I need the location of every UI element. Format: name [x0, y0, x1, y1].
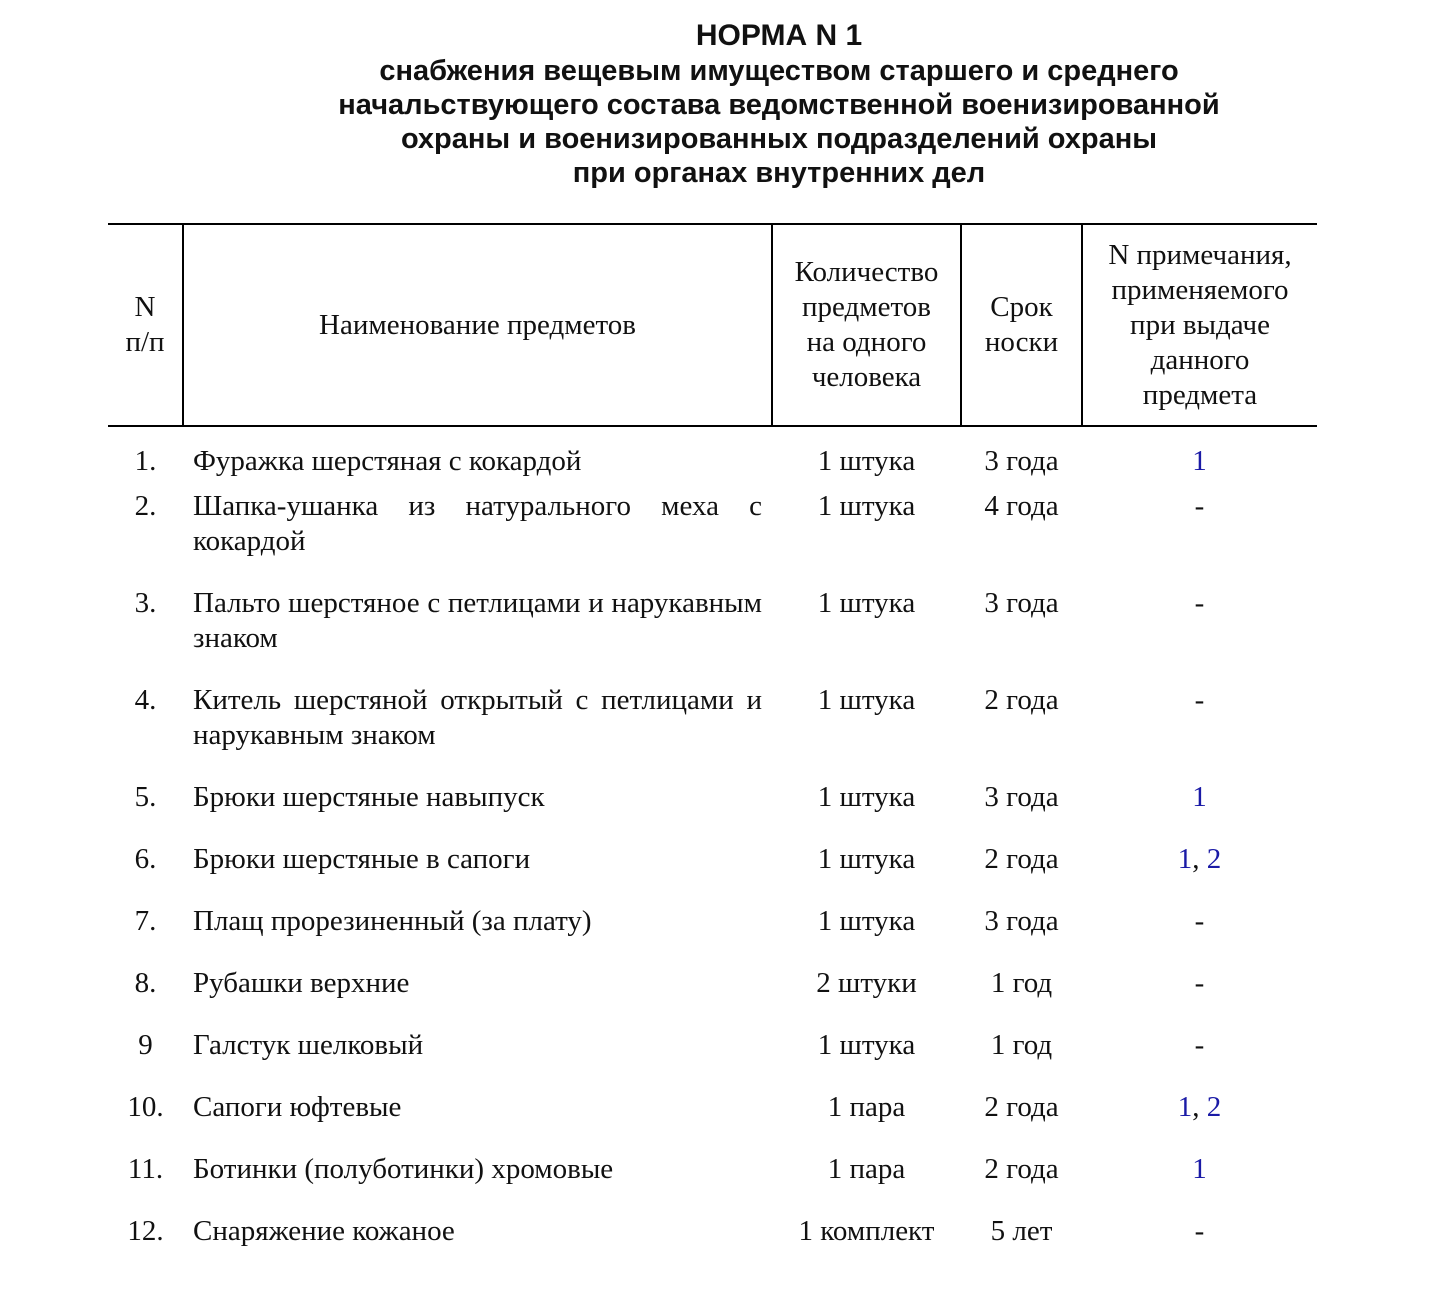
table-row	[108, 426, 1317, 489]
item-quantity: 2 штуки	[816, 967, 917, 999]
header-qty-line: на одного	[806, 326, 927, 358]
item-quantity: 1 штука	[817, 587, 916, 619]
item-name: Шапка-ушанка из натурального меха с кокардой	[193, 490, 762, 557]
table-row	[108, 683, 1317, 780]
wear-term: 2 года	[984, 843, 1059, 875]
header-note	[1082, 224, 1317, 426]
title-norm-number: НОРМА N 1	[695, 19, 863, 52]
note-reference	[1082, 966, 1317, 1028]
table-row	[108, 966, 1317, 1028]
note-reference	[1082, 1214, 1317, 1276]
table-row	[108, 842, 1317, 904]
note-reference: 1, 2	[1177, 843, 1222, 875]
table-row	[108, 489, 1317, 586]
header-term	[961, 224, 1082, 426]
header-qty-line: предметов	[802, 291, 931, 323]
item-name: Рубашки верхние	[193, 967, 410, 999]
row-number: 10.	[127, 1091, 164, 1123]
wear-term: 3 года	[984, 781, 1059, 813]
item-quantity: 1 штука	[817, 905, 916, 937]
row-number: 1.	[134, 445, 157, 477]
item-name: Сапоги юфтевые	[193, 1091, 402, 1123]
title-line-5: при органах внутренних дел	[572, 157, 986, 189]
norm-table-header	[108, 224, 1317, 426]
note-dash: -	[1194, 1029, 1205, 1061]
table-row	[108, 1214, 1317, 1276]
wear-term: 1 год	[990, 1029, 1053, 1061]
header-name-line: Наименование предметов	[319, 308, 636, 341]
note-dash: -	[1194, 1215, 1205, 1247]
note-link[interactable]: 1	[1177, 1091, 1193, 1123]
table-row	[108, 1152, 1317, 1214]
item-quantity: 1 штука	[817, 843, 916, 875]
row-number: 2.	[134, 490, 157, 522]
note-link[interactable]: 1	[1177, 843, 1193, 875]
row-number: 4.	[134, 684, 157, 716]
wear-term: 2 года	[984, 684, 1059, 716]
item-quantity: 1 штука	[817, 781, 916, 813]
header-qty	[772, 224, 961, 426]
item-quantity: 1 пара	[827, 1091, 906, 1123]
item-name: Плащ прорезиненный (за плату)	[193, 905, 592, 937]
item-name: Китель шерстяной открытый с петлицами и нарукавным знаком	[193, 684, 762, 751]
header-row	[108, 224, 1317, 426]
row-number: 3.	[134, 587, 157, 619]
note-link[interactable]: 1	[1192, 1153, 1207, 1185]
header-num	[108, 224, 183, 426]
document-title	[0, 18, 1443, 190]
header-qty-line: Количество	[794, 256, 939, 288]
note-link[interactable]: 1	[1192, 445, 1207, 477]
item-name: Галстук шелковый	[193, 1029, 424, 1061]
table-row	[108, 1028, 1317, 1090]
norm-table	[108, 223, 1317, 1276]
note-link[interactable]: 1	[1192, 781, 1207, 813]
wear-term: 2 года	[984, 1153, 1059, 1185]
header-qty-line: человека	[811, 361, 922, 393]
note-reference	[1082, 586, 1317, 683]
table-row	[108, 780, 1317, 842]
row-number: 5.	[134, 781, 157, 813]
item-name: Фуражка шерстяная с кокардой	[193, 445, 582, 477]
header-note-line: данного	[1150, 343, 1250, 376]
header-num-line: п/п	[125, 326, 165, 358]
row-number: 11.	[127, 1153, 164, 1185]
note-link[interactable]: 2	[1206, 843, 1222, 875]
note-dash: -	[1194, 587, 1205, 619]
note-dash: -	[1194, 684, 1205, 716]
wear-term: 4 года	[984, 490, 1059, 522]
item-quantity: 1 штука	[817, 445, 916, 477]
norm-table-body	[108, 426, 1317, 1276]
header-term-line: Срок	[990, 291, 1053, 323]
note-dash: -	[1194, 490, 1205, 522]
item-name: Брюки шерстяные в сапоги	[193, 843, 531, 875]
header-note-line: предмета	[1142, 378, 1258, 411]
row-number: 9	[138, 1029, 153, 1061]
wear-term: 5 лет	[990, 1215, 1053, 1247]
wear-term: 3 года	[984, 905, 1059, 937]
item-quantity: 1 штука	[817, 490, 916, 522]
item-quantity: 1 комплект	[798, 1215, 935, 1247]
note-reference	[1082, 904, 1317, 966]
note-dash: -	[1194, 905, 1205, 937]
note-reference	[1082, 1152, 1317, 1214]
wear-term: 2 года	[984, 1091, 1059, 1123]
wear-term: 1 год	[990, 967, 1053, 999]
title-line-2: снабжения вещевым имуществом старшего и среднего	[379, 55, 1179, 87]
table-row	[108, 586, 1317, 683]
item-name: Ботинки (полуботинки) хромовые	[193, 1153, 614, 1185]
header-name	[183, 224, 772, 426]
note-reference	[1082, 489, 1317, 586]
item-name: Пальто шерстяное с петлицами и нарукавным знаком	[193, 587, 762, 654]
row-number: 8.	[134, 967, 157, 999]
row-number: 6.	[134, 843, 157, 875]
header-note-line: при выдаче	[1130, 308, 1270, 341]
row-number: 7.	[134, 905, 157, 937]
item-quantity: 1 пара	[827, 1153, 906, 1185]
note-reference	[1082, 426, 1317, 489]
note-reference	[1082, 780, 1317, 842]
note-reference	[1082, 1028, 1317, 1090]
wear-term: 3 года	[984, 445, 1059, 477]
title-line-4: охраны и военизированных подразделений охраны	[400, 123, 1158, 155]
item-name: Снаряжение кожаное	[193, 1215, 455, 1247]
wear-term: 3 года	[984, 587, 1059, 619]
table-row	[108, 904, 1317, 966]
header-note-line: N примечания,	[1108, 238, 1292, 271]
item-name: Брюки шерстяные навыпуск	[193, 781, 545, 813]
row-number: 12.	[127, 1215, 164, 1247]
header-note-line: применяемого	[1111, 273, 1289, 306]
note-reference	[1082, 683, 1317, 780]
item-quantity: 1 штука	[817, 1029, 916, 1061]
header-term-line: носки	[984, 326, 1059, 358]
item-quantity: 1 штука	[817, 684, 916, 716]
note-link[interactable]: 2	[1206, 1091, 1222, 1123]
header-num-line: N	[134, 291, 156, 323]
table-row	[108, 1090, 1317, 1152]
note-reference: 1, 2	[1177, 1091, 1222, 1123]
title-line-3: начальствующего состава ведомственной военизированной	[338, 89, 1220, 121]
note-dash: -	[1194, 967, 1205, 999]
